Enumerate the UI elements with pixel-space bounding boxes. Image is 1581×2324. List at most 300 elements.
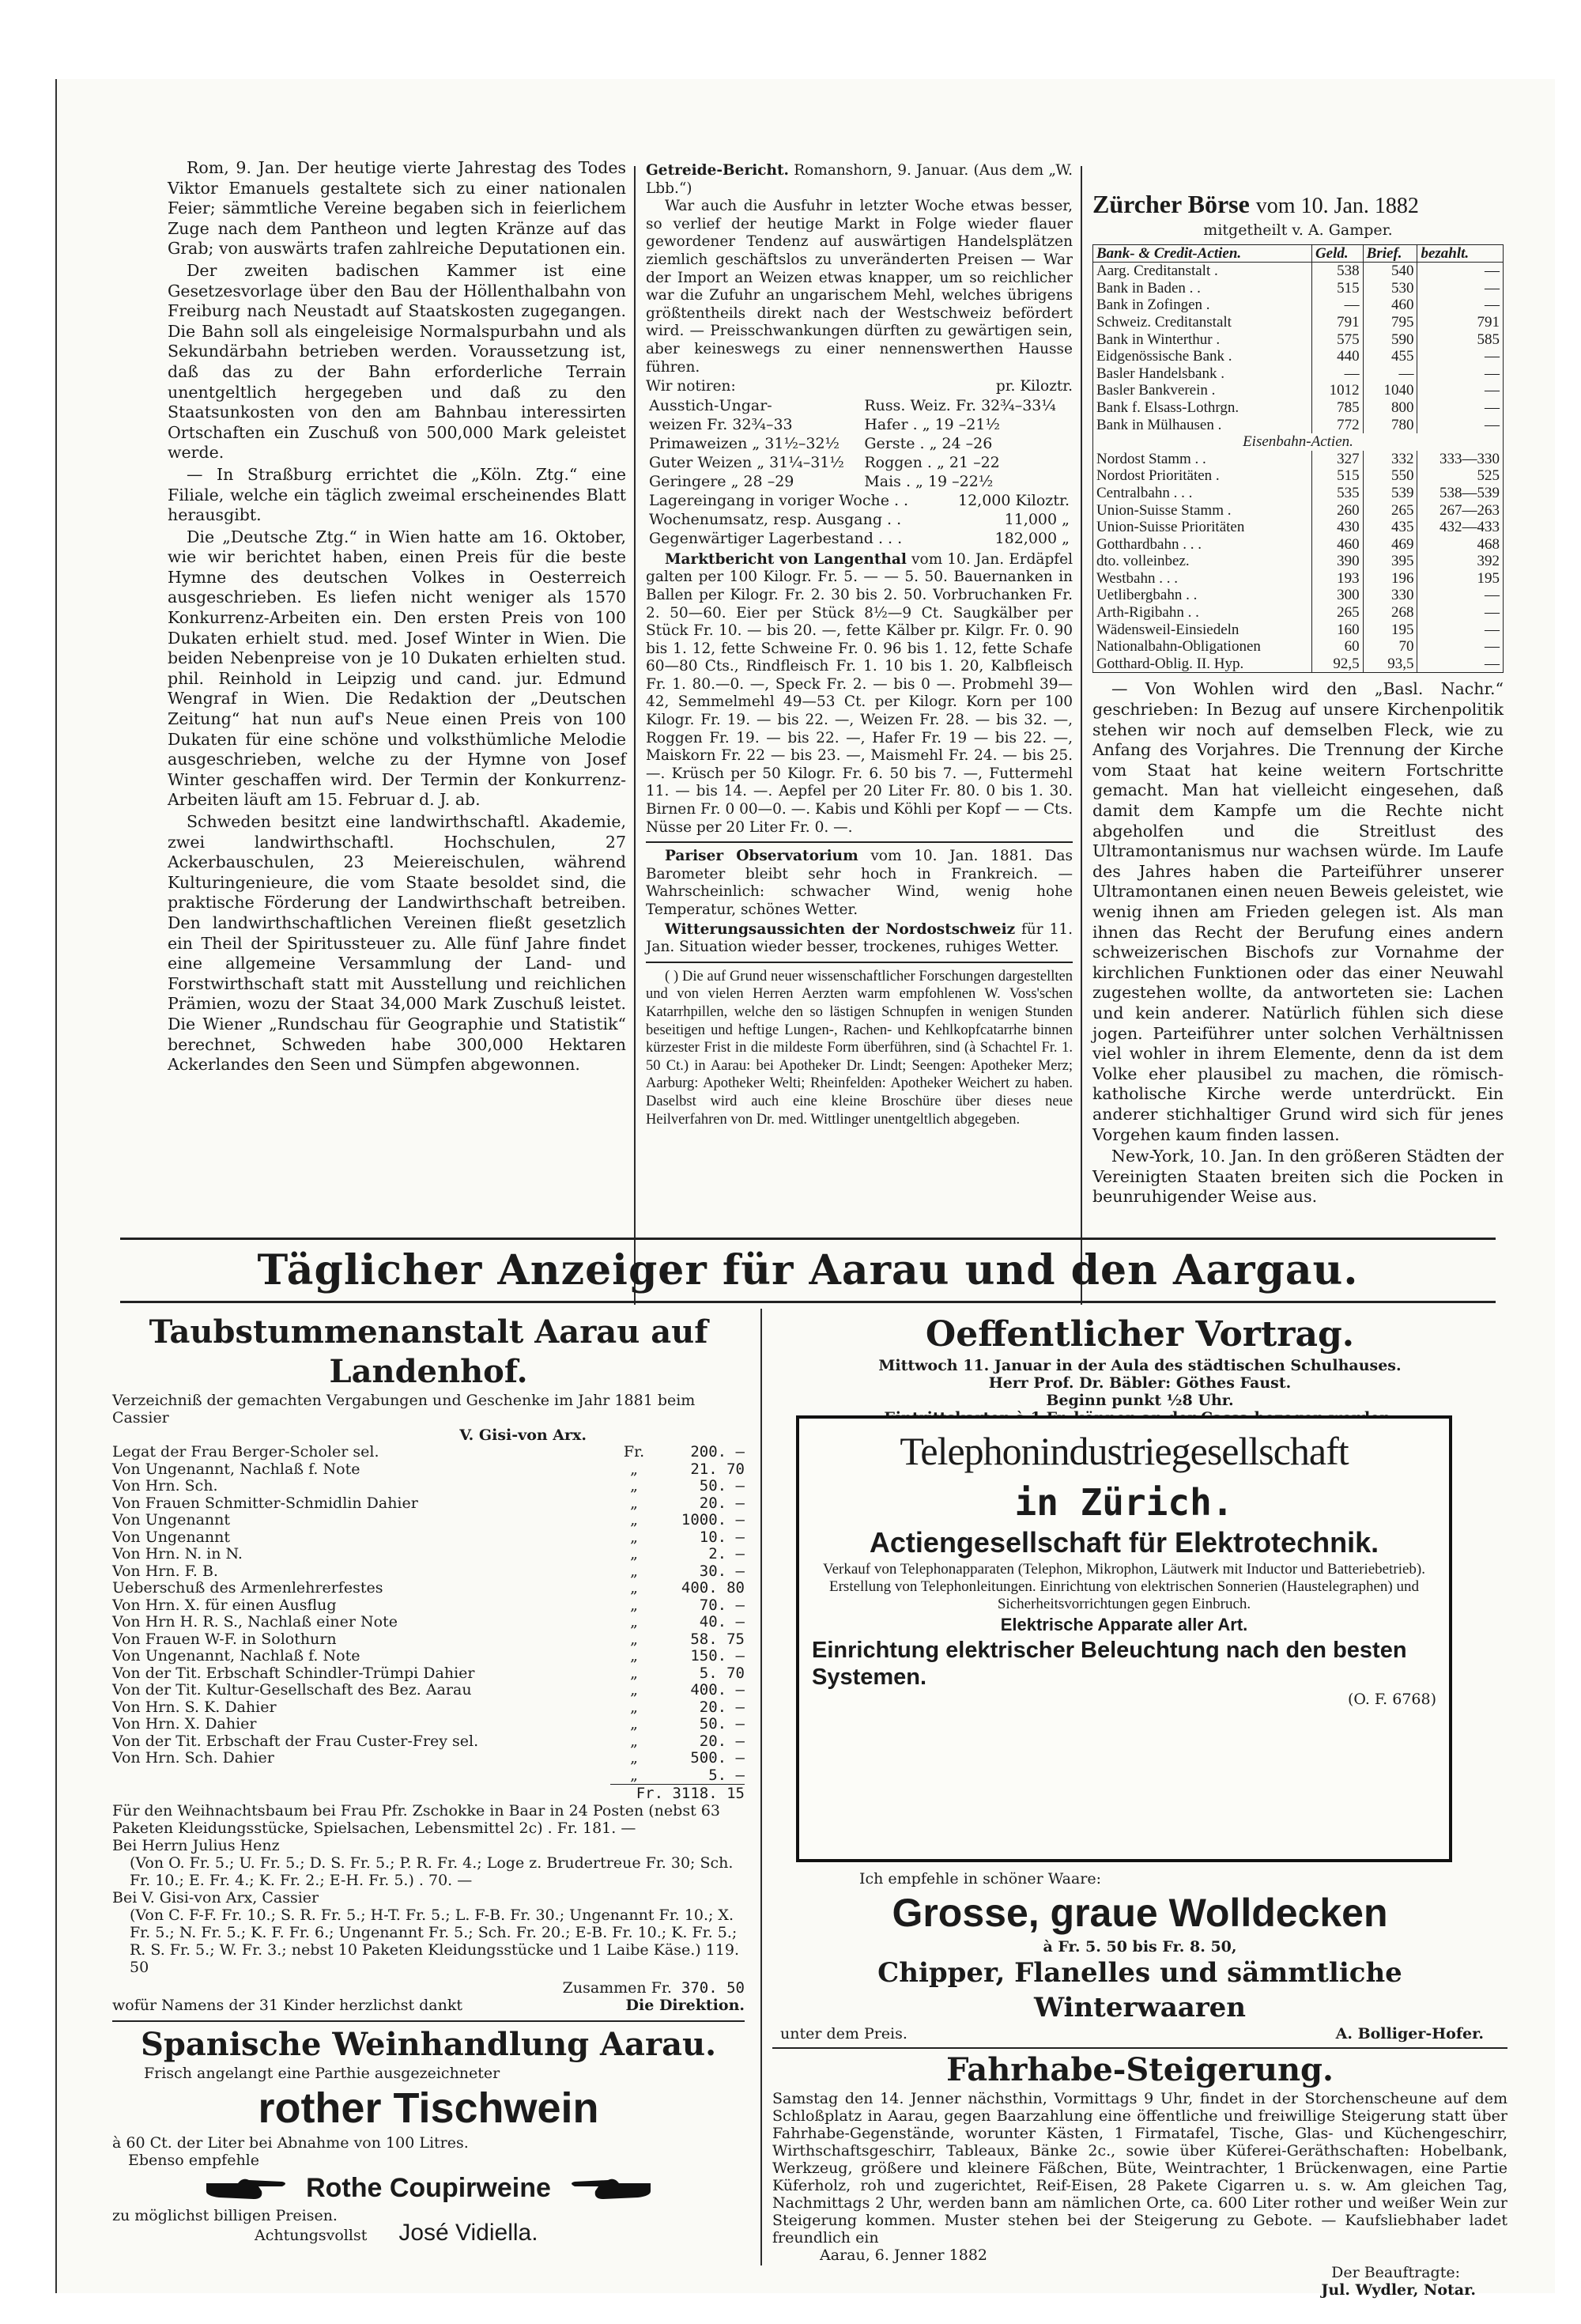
- lecture-line2: Herr Prof. Dr. Bäbler: Göthes Faust.: [988, 1374, 1292, 1392]
- price-left: Guter Weizen „ 31¼–31½: [649, 453, 844, 471]
- exchange-row: [1093, 485, 1504, 502]
- security-price: —: [1417, 297, 1504, 314]
- price-right: Roggen . „ 21 –22: [864, 453, 1000, 471]
- institute-subtitle: Verzeichniß der gemachten Vergabungen und Geschenke im Jahr 1881 beim Cassier: [112, 1392, 696, 1427]
- gift-amount: 70. —: [699, 1596, 745, 1614]
- gift-currency: „: [630, 1630, 638, 1648]
- price-row: [646, 415, 1073, 434]
- security-price: —: [1417, 365, 1504, 383]
- security-price: 70: [1363, 638, 1417, 656]
- article-vienna: Die „Deutsche Ztg.“ in Wien hatte am 16. Oktober, wie wir berichtet haben, einen Preis für die beste Hymne des deutschen Volkes in Oesterreich ausgeschrieben. Es liefen nicht weniger als 1570 Konkurrenz-Arbeiten ein. Den ersten Preis von 100 Dukaten erhielt stud. med. Josef Winter in Wien. Die beiden Nebenpreise von je 10 Dukaten erhielten stud. phil. Reinhold in Leipzig und cand. jur. Edmund Wengraf in Wien. Die Redaktion der „Deutschen Zeitung“ hat nun auf's Neue einen Preis von 100 Dukaten für eine schöne und volksthümliche Melodie ausgeschrieben, welche zu der Hymne von Josef Winter geschaffen wird. Der Termin der Konkurrenz-Arbeiten läuft am 15. Februar d. J. ab.: [168, 527, 626, 810]
- stock-row: [646, 529, 1073, 548]
- gift-row: [112, 1478, 745, 1495]
- grain-report: [646, 162, 1073, 198]
- gift-currency: „: [630, 1579, 638, 1597]
- security-price: 195: [1417, 570, 1504, 588]
- banner-rule-bottom: [120, 1301, 1496, 1303]
- security-price: 267—263: [1417, 502, 1504, 520]
- exchange-row: [1093, 382, 1504, 399]
- ads-divider: [760, 1309, 762, 2265]
- telephone-city: in Zürich.: [1014, 1481, 1234, 1524]
- security-price: 260: [1311, 502, 1363, 520]
- security-name: Nordost Stamm . .: [1096, 450, 1206, 467]
- exchange-header: Bank- & Credit-Actien.: [1093, 244, 1312, 263]
- security-name: Eidgenössische Bank .: [1096, 348, 1232, 365]
- right-ads: [772, 1313, 1507, 1427]
- prices-label: Wir notiren:: [646, 378, 736, 395]
- security-price: 1012: [1311, 382, 1363, 399]
- exchange-row: [1093, 417, 1504, 434]
- telephone-subtitle: Actiengesellschaft für Elektrotechnik.: [869, 1526, 1379, 1559]
- security-price: 195: [1363, 622, 1417, 639]
- blanket-under: unter dem Preis.: [780, 2025, 907, 2042]
- security-price: 265: [1311, 604, 1363, 622]
- exchange-row: [1093, 638, 1504, 656]
- price-right: Gerste . „ 24 –26: [864, 434, 993, 452]
- gift-currency: „: [630, 1528, 638, 1546]
- left-ads: [112, 1313, 745, 2244]
- security-name: dto. volleinbez.: [1096, 553, 1190, 570]
- gift-currency: „: [630, 1511, 638, 1529]
- gift-currency: „: [630, 1664, 638, 1682]
- gift-amount: 50. —: [699, 1715, 745, 1733]
- gift-amount: 30. —: [699, 1562, 745, 1580]
- gift-currency: „: [630, 1698, 638, 1716]
- price-row: [646, 396, 1073, 415]
- auction-sign: Jul. Wydler, Notar.: [1321, 2281, 1476, 2299]
- gift-donor: Ueberschuß des Armenlehrerfestes: [112, 1579, 383, 1597]
- security-price: —: [1417, 604, 1504, 622]
- security-price: 60: [1311, 638, 1363, 656]
- total-label: Zusammen Fr.: [562, 1979, 672, 1997]
- security-price: 265: [1363, 502, 1417, 520]
- security-name: Westbahn . . .: [1096, 569, 1178, 587]
- gift-donor: [112, 1767, 618, 1785]
- article-rome: Rom, 9. Jan. Der heutige vierte Jahrestag des Todes Viktor Emanuels gestaltete sich zu einer nationalen Feier; sämmtliche Vereine begaben sich in feierlichem Zuge nach dem Pantheon und legten Kränze auf das Grab; von auswärts trafen zahlreiche Deputationen ein.: [168, 158, 626, 259]
- security-price: 795: [1363, 314, 1417, 331]
- security-price: 800: [1363, 399, 1417, 417]
- gift-currency: „: [630, 1477, 638, 1495]
- security-price: 193: [1311, 570, 1363, 588]
- security-price: 93,5: [1363, 656, 1417, 673]
- column-rule-2: [1081, 166, 1082, 1305]
- security-price: 791: [1311, 314, 1363, 331]
- price-row: [646, 434, 1073, 453]
- exchange-by: mitgetheilt v. A. Gamper.: [1203, 221, 1393, 239]
- price-left: weizen Fr. 32¾–33: [649, 415, 793, 433]
- column-rule-1: [634, 166, 636, 1305]
- gift-row: [112, 1461, 745, 1479]
- gift-donor: Von Hrn H. R. S., Nachlaß einer Note: [112, 1613, 398, 1631]
- security-price: 780: [1363, 417, 1417, 434]
- gift-row: [112, 1444, 745, 1461]
- exchange-section-row: [1093, 433, 1504, 451]
- security-price: —: [1417, 656, 1504, 673]
- stock-row: [646, 510, 1073, 529]
- price-right: Mais . „ 19 –22½: [864, 472, 994, 490]
- news-column-2: [646, 162, 1073, 1130]
- stock-row: [646, 491, 1073, 510]
- exchange-row: [1093, 348, 1504, 365]
- article-baden: Der zweiten badischen Kammer ist eine Gesetzesvorlage über den Bau der Höllenthalbahn von Freiburg nach Neustadt auf Staatskosten zugegangen. Die Bahn soll als eingeleisige Normalspurbahn und als Sekundärbahn betrieben werden. Voraussetzung ist, daß das zu der Bahn erforderliche Terrain unentgeltlich hergegeben und daß zu den Staatsunkosten von den am Bahnbau interessirten Ortschaften ein Zuschuß von 500,000 Mark geleistet werde.: [168, 260, 626, 463]
- security-price: —: [1311, 365, 1363, 383]
- stock-value: 11,000 „: [1004, 510, 1070, 528]
- security-name: Bank in Winterthur .: [1096, 331, 1221, 348]
- price-right: Hafer . „ 19 –21½: [864, 415, 1000, 433]
- security-price: 196: [1363, 570, 1417, 588]
- exchange-date: vom 10. Jan. 1882: [1255, 194, 1419, 218]
- security-price: 785: [1311, 399, 1363, 417]
- telephone-text: Verkauf von Telephonapparaten (Telephon, Mikrophon, Läutwerk mit Inductor und Batteriebetrieb). Erstellung von Telephonleitungen. Einrichtung von elektrischen Sonnerien (Haustelegraphen) und Sicherheitsvorrichtungen gegen Einbruch.: [822, 1561, 1426, 1612]
- grain-price-table: [646, 396, 1073, 491]
- security-name: Basler Handelsbank .: [1096, 365, 1224, 382]
- blanket-sign: A. Bolliger-Hofer.: [1335, 2025, 1484, 2042]
- gift-donor: Von der Tit. Erbschaft Schindler-Trümpi Dahier: [112, 1664, 475, 1682]
- security-name: Union-Suisse Stamm .: [1096, 501, 1232, 519]
- wine-intro: Frisch angelangt eine Parthie ausgezeichneter: [144, 2065, 500, 2082]
- gift-donor: Von der Tit. Erbschaft der Frau Custer-Frey sel.: [112, 1732, 479, 1750]
- security-price: 160: [1311, 622, 1363, 639]
- security-price: —: [1417, 280, 1504, 297]
- gift-amount: 1000. —: [681, 1511, 745, 1529]
- gift-currency: „: [630, 1749, 638, 1767]
- gift-amount: 58. 75: [690, 1630, 745, 1648]
- security-name: Nationalbahn-Obligationen: [1096, 638, 1261, 656]
- security-price: 539: [1363, 485, 1417, 502]
- gift-amount: 20. —: [699, 1494, 745, 1512]
- security-price: 515: [1311, 280, 1363, 297]
- security-price: 455: [1363, 348, 1417, 365]
- security-name: Basler Bankverein .: [1096, 382, 1216, 399]
- exchange-row: [1093, 604, 1504, 622]
- security-price: 515: [1311, 467, 1363, 485]
- security-price: 550: [1363, 467, 1417, 485]
- gift-currency: „: [630, 1681, 638, 1699]
- security-price: 395: [1363, 553, 1417, 570]
- gift-amount: 400. —: [690, 1681, 745, 1699]
- exchange-row: [1093, 553, 1504, 570]
- xmas-text: Für den Weihnachtsbaum bei Frau Pfr. Zschokke in Baar in 24 Posten (nebst 63 Paketen Kleidungsstücke, Spielsachen, Lebensmittel 2c) . Fr. 181. —: [112, 1802, 720, 1837]
- security-price: 1040: [1363, 382, 1417, 399]
- security-price: 585: [1417, 331, 1504, 349]
- telephone-code: (O. F. 6768): [1347, 1691, 1436, 1708]
- gift-row: [112, 1529, 745, 1547]
- institute-cashier: V. Gisi-von Arx.: [459, 1427, 587, 1444]
- security-price: 540: [1363, 263, 1417, 280]
- exchange-header: bezahlt.: [1417, 244, 1504, 263]
- exchange-title-line: [1092, 190, 1504, 221]
- security-price: 390: [1311, 553, 1363, 570]
- blanket-intro: Ich empfehle in schöner Waare:: [859, 1870, 1102, 1888]
- pointing-hand-left-icon: [567, 2172, 654, 2204]
- gift-currency: „: [630, 1766, 638, 1784]
- security-price: 772: [1311, 417, 1363, 434]
- security-price: 392: [1417, 553, 1504, 570]
- gift-row: [112, 1648, 745, 1665]
- security-price: 460: [1363, 297, 1417, 314]
- telephone-title: Telephonindustriegesellschaft: [900, 1429, 1349, 1473]
- gift-amount: 40. —: [699, 1613, 745, 1631]
- security-price: 268: [1363, 604, 1417, 622]
- security-name: Arth-Rigibahn . .: [1096, 604, 1199, 622]
- exchange-row: [1093, 263, 1504, 280]
- security-price: —: [1417, 382, 1504, 399]
- security-price: 460: [1311, 536, 1363, 554]
- security-name: Bank f. Elsass-Lothrgn.: [1096, 399, 1240, 416]
- pointing-hand-right-icon: [203, 2172, 290, 2204]
- blanket-ad: [772, 1870, 1507, 2299]
- wine-also: Ebenso empfehle: [128, 2152, 259, 2169]
- exchange-row: [1093, 314, 1504, 331]
- article-sweden: Schweden besitzt eine landwirthschaftl. Akademie, zwei landwirthschaftl. Hochschulen, 27 Ackerbauschulen, 23 Meiereischulen, während Kulturingenieure, die vom Staate besoldet sind, die praktische Förderung der Landwirthschaft betreiben. Den landwirthschaftlichen Vereinen fließt gesetzlich ein Theil der Spiritussteuer zu. Alle fünf Jahre findet eine allgemeine Versammlung der Land- und Forstwirthschaft statt mit Ausstellung und reichlichen Prämien, wozu der Staat 34,000 Mark Zuschuß leistet. Die Wiener „Rundschau für Geographie und Statistik“ berechnet, Schweden habe 300,000 Hektaren Ackerlandes den Seen und Sümpfen abgewonnen.: [168, 812, 626, 1075]
- thanks-text: wofür Namens der 31 Kinder herzlichst dankt: [112, 1997, 463, 2014]
- security-name: Union-Suisse Prioritäten: [1096, 519, 1245, 536]
- security-price: —: [1417, 587, 1504, 604]
- gift-row: [112, 1580, 745, 1597]
- security-price: —: [1417, 263, 1504, 280]
- lecture-title: Oeffentlicher Vortrag.: [925, 1314, 1355, 1355]
- price-left: Primaweizen „ 31½–32½: [649, 434, 840, 452]
- article-strassburg: — In Straßburg errichtet die „Köln. Ztg.“ eine Filiale, welche ein täglich zweimal erscheinendes Blatt herausgibt.: [168, 464, 626, 525]
- observatory-text: vom 10. Jan. 1881. Das Barometer bleibt sehr hoch in Frankreich. — Wahrscheinlich: schwacher Wind, wenig hohe Temperatur, schönes Wetter.: [646, 848, 1073, 918]
- telephone-line1: Elektrische Apparate aller Art.: [1000, 1615, 1248, 1634]
- gift-amount: 21. 70: [690, 1460, 745, 1478]
- wine-price: à 60 Ct. der Liter bei Abnahme von 100 Litres.: [112, 2134, 469, 2152]
- security-name: Gotthard-Oblig. II. Hyp.: [1096, 655, 1244, 672]
- security-price: 525: [1417, 467, 1504, 485]
- price-left: Ausstich-Ungar-: [649, 396, 772, 414]
- exchange-row: [1093, 519, 1504, 536]
- wine-regards: Achtungsvollst: [255, 2227, 368, 2244]
- stock-label: Wochenumsatz, resp. Ausgang . .: [649, 510, 902, 528]
- gift-donor: Von Frauen Schmitter-Schmidlin Dahier: [112, 1494, 418, 1512]
- exchange-title: Zürcher Börse: [1092, 190, 1250, 218]
- security-price: 791: [1417, 314, 1504, 331]
- wine-product: rother Tischwein: [258, 2084, 599, 2132]
- security-price: 530: [1363, 280, 1417, 297]
- security-price: 469: [1363, 536, 1417, 554]
- gift-currency: „: [630, 1562, 638, 1580]
- xmas-gisi-list: (Von C. F-F. Fr. 10.; S. R. Fr. 5.; H-T. Fr. 5.; L. F-B. Fr. 30.; Ungenannt Fr. 10.; X. Fr. 5.; N. Fr. 5.; K. F. Fr. 6.; Ungenannt Fr. 5.; Sch. Fr. 20.; E-B. Fr. 10.; K. Fr. 5.; R. S. Fr. 5.; W. Fr. 3.; nebst 10 Paketen Kleidungsstücke und 1 Laibe Käse.) 119. 50: [130, 1906, 739, 1976]
- stock-table: [646, 491, 1073, 548]
- gift-currency: „: [630, 1732, 638, 1750]
- gift-donor: Von Hrn. Sch. Dahier: [112, 1749, 274, 1767]
- gift-donor: Von Hrn. S. K. Dahier: [112, 1698, 277, 1716]
- stock-value: 12,000 Kiloztr.: [958, 491, 1070, 509]
- gift-currency: „: [630, 1647, 638, 1665]
- observatory-heading: Pariser Observatorium: [665, 848, 858, 865]
- wine-second: Rothe Coupirweine: [306, 2173, 551, 2203]
- stock-value: 182,000 „: [994, 529, 1070, 547]
- exchange-row: [1093, 622, 1504, 639]
- gift-donor: Von Ungenannt, Nachlaß f. Note: [112, 1460, 360, 1478]
- gift-row: [112, 1733, 745, 1751]
- gift-amount: 200. —: [690, 1443, 745, 1461]
- security-price: —: [1417, 399, 1504, 417]
- gifts-table: [112, 1444, 745, 1784]
- gift-currency: Fr.: [623, 1443, 645, 1461]
- gift-row: [112, 1716, 745, 1733]
- exchange-row: [1093, 297, 1504, 314]
- gift-amount: 5. —: [708, 1766, 745, 1784]
- security-price: 332: [1363, 451, 1417, 468]
- security-name: Centralbahn . . .: [1096, 484, 1193, 501]
- gift-amount: 10. —: [699, 1528, 745, 1546]
- exchange-row: [1093, 451, 1504, 468]
- gift-row: [112, 1546, 745, 1563]
- security-name: Nordost Prioritäten .: [1096, 467, 1220, 485]
- security-name: Schweiz. Creditanstalt: [1096, 313, 1232, 331]
- grain-report-intro: Romanshorn, 9. Januar. (Aus dem „W. Lbb.“): [646, 162, 1073, 197]
- news-column-1: [168, 158, 626, 1077]
- gift-currency: „: [630, 1596, 638, 1614]
- stock-label: Gegenwärtiger Lagerbestand . . .: [649, 529, 903, 547]
- wine-sign: José Vidiella.: [398, 2220, 538, 2246]
- exchange-row: [1093, 570, 1504, 588]
- security-name: Bank in Zofingen .: [1096, 297, 1210, 314]
- security-price: 435: [1363, 519, 1417, 536]
- security-price: —: [1417, 417, 1504, 434]
- gift-row: [112, 1631, 745, 1649]
- security-price: —: [1417, 348, 1504, 365]
- grain-report-text: War auch die Ausfuhr in letzter Woche etwas besser, so verlief der heutige Markt in Folge wieder flauer gewordener Tendenz auf auswärtigen Handelsplätzen ziemlich geschäftslos zu unveränderten Preisen — War der Import an Weizen etwas knapper, um so reichlicher war die Zufuhr an ungarischem Mehl, welches übrigens größtentheils direkt nach der Westschweiz befördert wird. — Preisschwankungen dürften zu gewärtigen sein, aber keineswegs zu einer nennenswerthen Hausse führen.: [646, 198, 1073, 376]
- wine-price2: zu möglichst billigen Preisen.: [112, 2207, 338, 2224]
- gift-donor: Von Hrn. F. B.: [112, 1562, 218, 1580]
- price-row: [646, 472, 1073, 491]
- security-price: —: [1311, 297, 1363, 314]
- auction-place: Aarau, 6. Jenner 1882: [820, 2247, 987, 2264]
- gift-amount: 20. —: [699, 1698, 745, 1716]
- exchange-row: [1093, 656, 1504, 673]
- security-price: 327: [1311, 451, 1363, 468]
- security-price: 538—539: [1417, 485, 1504, 502]
- security-name: Gotthardbahn . . .: [1096, 535, 1202, 553]
- gift-row: [112, 1614, 745, 1631]
- prices-unit: pr. Kiloztr.: [995, 378, 1073, 395]
- xmas-henz: Bei Herrn Julius Henz: [112, 1837, 280, 1854]
- price-row: [646, 453, 1073, 472]
- price-left: Geringere „ 28 –29: [649, 472, 794, 490]
- exchange-row: [1093, 365, 1504, 383]
- auction-text: Samstag den 14. Jenner nächsthin, Vormittags 9 Uhr, findet in der Storchenscheune auf dem Schloßplatz in Aarau, gegen Baarzahlung eine öffentliche und freiwillige Steigerung statt über Fahrhabe-Gegenstände, worunter Kästen, 1 Firmatafel, Tische, Glas- und Küchengeschirr, Wirthschaftsgeschirr, Tableaux, Bänke 2c., sowie über Küferei-Geräthschaften: Hobelbank, Werkzeug, größere und kleinere Fäßchen, Büte, Weintrachter, 1 Brückenwagen, eine Partie Küferholz, roh und zugerichtet, Reif-Eisen, 28 Pakete Cigarren u. s. w. Am gleichen Tag, Nachmittags 2 Uhr, werden bann am nämlichen Orte, ca. 600 Liter rother und weißer Wein zur Steigerung kommen. Muster stehen bei der Steigerung zu Gebote. — Kaufsliebhaber ladet freundlich ein: [772, 2090, 1507, 2247]
- security-name: Uetlibergbahn . .: [1096, 587, 1198, 604]
- lecture-line1: Mittwoch 11. Januar in der Aula des städtischen Schulhauses.: [878, 1357, 1402, 1374]
- security-price: —: [1363, 365, 1417, 383]
- gift-currency: „: [630, 1460, 638, 1478]
- security-price: 590: [1363, 331, 1417, 349]
- advertiser-banner: Täglicher Anzeiger für Aarau und den Aargau.: [257, 1246, 1359, 1294]
- article-wohlen: — Von Wohlen wird den „Basl. Nachr.“ geschrieben: In Bezug auf unsere Kirchenpolitik stehen wir noch auf demselben Fleck, wie zu Anfang des Vorjahres. Die Trennung der Kirche vom Staat hat keine weitern Fortschritte gemacht. Man hat vielleicht eingesehen, daß damit dem Kampfe um die Rechte nicht abgeholfen und die Streitlust des Ultramontanismus nur wachsen würde. Im Laufe des Jahres haben die Parteiführer unserer Ultramontanen einen neuen Beweis geleistet, wie wenig ihnen am Frieden gelegen ist. Als man ihnen das Recht der Berufung eines andern schweizerischen Bischofs zur Vornahme der kirchlichen Funktionen oder das einer Neuwahl zugestehen wollte, da antworteten sie: Lachen und kein anderer. Natürlich fühlen sich diese jogen. Parteiführer unter solchen Verhältnissen viel wohler in ihrem Elemente, denn da ist dem Volke eher plausibel zu machen, die römisch-katholische Kirche werde unterdrückt. Ein anderer stichhaltiger Grund wird sich für jenes Vorgehen kaum finden lassen.: [1092, 679, 1504, 1144]
- gift-amount: 400. 80: [681, 1579, 745, 1597]
- security-price: 538: [1311, 263, 1363, 280]
- xmas-gisi: Bei V. Gisi-von Arx, Cassier: [112, 1889, 319, 1906]
- grain-report-heading: Getreide-Bericht.: [646, 162, 789, 179]
- gift-currency: „: [630, 1715, 638, 1733]
- exchange-row: [1093, 399, 1504, 417]
- blanket-title: Grosse, graue Wolldecken: [892, 1891, 1388, 1935]
- total-amount: 370. 50: [681, 1979, 745, 1997]
- market-text: vom 10. Jan. Erdäpfel galten per 100 Kilogr. Fr. 5. — — 5. 50. Bauernanken in Ballen per Kilogr. Fr. 2. 30 bis 2. 50. Vorbruchanken Fr. 2. 50—60. Eier per Stück 8½—9 Ct. Saugkälber per Stück Fr. 10. — bis 20. —, fette Kälber pr. Kilgr. Fr. 0. 90 bis 1. 12, fette Schweine Fr. 0. 96 bis 1. 12, fette Schafe 60—80 Cts., Rindfleisch Fr. 1. 10 bis 1. 20, Kalbfleisch Fr. 1. 80.—0. —, Speck Fr. 2. — bis 0 —. Probmehl 39—42, Semmelmehl 49—53 Ct. per Kilogr. Korn per 100 Kilogr. Fr. 19. — bis 22. —, Weizen Fr. 28. — bis 32. —, Roggen Fr. 19. — bis 22. —, Hafer Fr. 19 — bis 22. —, Maiskorn Fr. 22 — bis 23. —, Maismehl Fr. 24. — bis 25. —. Krüsch per 50 Kilogr. Fr. 6. 50 bis 7. —, Futtermehl 11. — bis 14. —. Aepfel per 20 Liter Fr. 80. 0 bis 1. 30. Birnen Fr. 0 00—0. —. Kabis und Köhli per Kopf — — Cts. Nüsse per 20 Liter Fr. 0. —.: [646, 550, 1073, 836]
- gift-amount: 150. —: [690, 1647, 745, 1665]
- institute-title: Taubstummenanstalt Aarau auf Landenhof.: [149, 1313, 708, 1390]
- security-price: 535: [1311, 485, 1363, 502]
- gift-row: [112, 1750, 745, 1767]
- xmas-henz-list: (Von O. Fr. 5.; U. Fr. 5.; D. S. Fr. 5.; P. R. Fr. 4.; Loge z. Brudertreue Fr. 30; Sch. Fr. 10.; E. Fr. 4.; K. Fr. 2.; E-H. Fr. 5.) . 70. —: [130, 1854, 734, 1889]
- exchange-header: Brief.: [1363, 244, 1417, 263]
- exchange-row: [1093, 587, 1504, 604]
- auction-role: Der Beauftragte:: [1331, 2264, 1460, 2281]
- gift-donor: Von Hrn. X. Dahier: [112, 1715, 257, 1733]
- gift-donor: Von der Tit. Kultur-Gesellschaft des Bez. Aarau: [112, 1681, 472, 1699]
- security-price: —: [1417, 638, 1504, 656]
- gift-amount: 2. —: [708, 1545, 745, 1563]
- security-price: 440: [1311, 348, 1363, 365]
- exchange-row: [1093, 502, 1504, 520]
- gift-amount: 20. —: [699, 1732, 745, 1750]
- weather-heading: Witterungsaussichten der Nordostschweiz: [665, 920, 1016, 938]
- gift-donor: Von Ungenannt: [112, 1528, 231, 1546]
- market-heading: Marktbericht von Langenthal: [665, 550, 907, 568]
- security-price: —: [1417, 622, 1504, 639]
- gift-donor: Von Hrn. X. für einen Ausflug: [112, 1596, 337, 1614]
- security-name: Bank in Baden . .: [1096, 279, 1201, 297]
- gift-donor: Von Frauen W-F. in Solothurn: [112, 1630, 337, 1648]
- security-name: Aarg. Creditanstalt .: [1096, 263, 1218, 280]
- exchange-row: [1093, 331, 1504, 349]
- security-price: 333—330: [1417, 451, 1504, 468]
- blanket-line: Chipper, Flanelles und sämmtliche Winterwaaren: [877, 1957, 1402, 2024]
- security-price: 92,5: [1311, 656, 1363, 673]
- security-price: 430: [1311, 519, 1363, 536]
- exchange-row: [1093, 536, 1504, 554]
- exchange-table: [1092, 244, 1504, 674]
- auction-title: Fahrhabe-Steigerung.: [946, 2051, 1334, 2088]
- telephone-line2: Einrichtung elektrischer Beleuchtung nach den besten Systemen.: [812, 1638, 1407, 1690]
- news-column-3: [1092, 190, 1504, 1209]
- exchange-row: [1093, 280, 1504, 297]
- security-price: 468: [1417, 536, 1504, 554]
- wine-shop-title: Spanische Weinhandlung Aarau.: [140, 2026, 717, 2063]
- gift-donor: Von Ungenannt, Nachlaß f. Note: [112, 1647, 360, 1665]
- gift-row: [112, 1767, 745, 1785]
- newspaper-page: [55, 79, 1555, 2299]
- gift-amount: 5. 70: [699, 1664, 745, 1682]
- article-newyork: New-York, 10. Jan. In den größeren Städten der Vereinigten Staaten breiten sich die Pocken in beunruhigender Weise aus.: [1092, 1147, 1504, 1207]
- pills-ad-text: ( ) Die auf Grund neuer wissenschaftlicher Forschungen dargestellten und von vielen Herren Aerzten warm empfohlenen W. Voss'schen Katarrhpillen, welche den so lästigen Schnupfen in wenigen Stunden beseitigen und heftige Lungen-, Rachen- und Kehlkopfcatarrhe binnen kürzester Frist in die mildeste Form überführen, sind (à Schachtel Fr. 1. 50 Ct.) in Aarau: bei Apotheker Dr. Lindt; Seengen: Apotheker Merz; Aarburg: Apotheker Welti; Rheinfelden: Apotheker Weichert zu haben. Daselbst wird auch eine kleine Broschüre über dieses neue Heilverfahren von Dr. med. Wittlinger unentgeltlich abgegeben.: [646, 968, 1073, 1128]
- exchange-section-label: Eisenbahn-Actien.: [1243, 433, 1353, 451]
- blanket-price: à Fr. 5. 50 bis Fr. 8. 50,: [1043, 1938, 1237, 1956]
- gift-row: [112, 1512, 745, 1529]
- gift-row: [112, 1682, 745, 1699]
- lecture-line3: Beginn punkt ½8 Uhr.: [1046, 1392, 1234, 1409]
- exchange-row: [1093, 467, 1504, 485]
- security-price: 575: [1311, 331, 1363, 349]
- exchange-header: Geld.: [1311, 244, 1363, 263]
- gift-donor: Von Hrn. N. in N.: [112, 1545, 243, 1563]
- security-name: Wädensweil-Einsiedeln: [1096, 621, 1240, 638]
- gift-currency: „: [630, 1613, 638, 1631]
- gift-amount: 50. —: [699, 1477, 745, 1495]
- gift-row: [112, 1665, 745, 1683]
- telephone-ad: [796, 1415, 1452, 1862]
- banner-rule-top: [120, 1238, 1496, 1240]
- gift-donor: Legat der Frau Berger-Scholer sel.: [112, 1443, 379, 1461]
- price-right: Russ. Weiz. Fr. 32¾–33¼: [864, 396, 1056, 414]
- gift-row: [112, 1597, 745, 1615]
- gift-donor: Von Hrn. Sch.: [112, 1477, 218, 1495]
- gift-row: [112, 1495, 745, 1513]
- weather-text: für 11. Jan. Situation wieder besser, trockenes, ruhiges Wetter.: [646, 920, 1073, 956]
